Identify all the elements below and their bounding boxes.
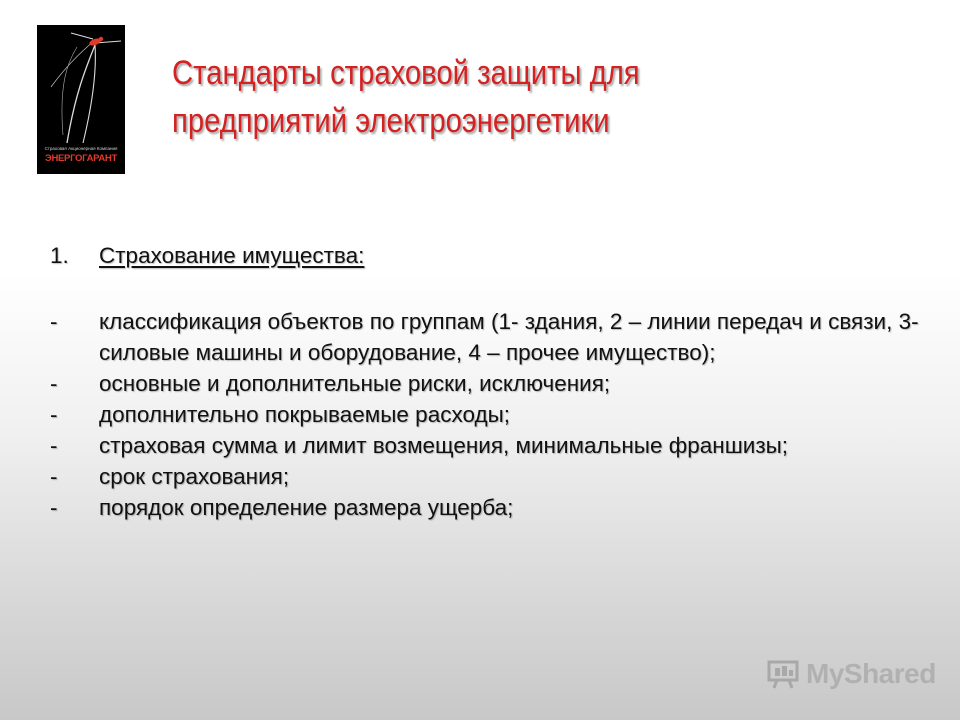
list-item xyxy=(50,306,930,368)
list-item-text: срок страхования; xyxy=(99,464,290,489)
section-number: 1. xyxy=(50,243,69,268)
slide-title-line-2: предприятий электроэнергетики xyxy=(172,102,610,140)
list-item-text: дополнительно покрываемые расходы; xyxy=(99,402,511,427)
list-item-text: основные и дополнительные риски, исключения; xyxy=(99,371,611,396)
slide-title xyxy=(172,49,774,145)
slide-body xyxy=(50,238,930,523)
list-item-text: порядок определение размера ущерба; xyxy=(99,495,514,520)
dancer-figure-icon xyxy=(37,25,125,174)
list-item xyxy=(50,492,930,523)
list-item-text: страховая сумма и лимит возмещения, минимальные франшизы; xyxy=(99,433,789,458)
slide-title-line-1: Стандарты страховой защиты для xyxy=(172,54,640,92)
list-item xyxy=(50,461,930,492)
list-item-marker: - xyxy=(50,309,58,334)
list-item-marker: - xyxy=(50,402,58,427)
list-item-marker: - xyxy=(50,464,58,489)
logo-subtitle: Страховая Акционерная Компания xyxy=(44,146,118,151)
list-item xyxy=(50,368,930,399)
company-logo xyxy=(37,25,125,174)
list-item-marker: - xyxy=(50,433,58,458)
list-item-marker: - xyxy=(50,371,58,396)
bullet-list xyxy=(50,306,930,523)
section-heading-text: Страхование имущества: xyxy=(99,243,365,268)
list-item-text: классификация объектов по группам (1- здания, 2 – линии передач и связи, 3-силовые машины и оборудование, 4 – прочее имущество); xyxy=(99,309,919,365)
list-item xyxy=(50,399,930,430)
list-item-marker: - xyxy=(50,495,58,520)
logo-company-name: ЭНЕРГОГАРАНТ xyxy=(44,153,117,164)
list-item xyxy=(50,430,930,461)
presentation-board-icon xyxy=(766,659,800,689)
watermark-text: MyShared xyxy=(806,658,936,689)
myshared-watermark[interactable] xyxy=(766,654,936,694)
section-heading xyxy=(50,238,930,274)
